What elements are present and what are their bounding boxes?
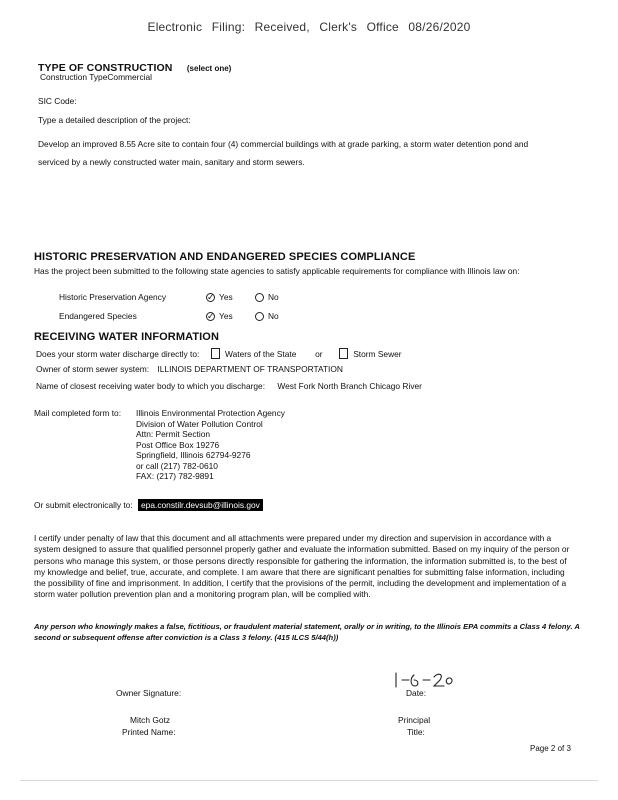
discharge-row: [36, 348, 402, 359]
historic-agency-yes-option[interactable]: [206, 292, 233, 302]
address-line: Post Office Box 19276: [136, 439, 220, 450]
construction-type-label: Construction Type: [40, 72, 108, 82]
address-line: Attn: Permit Section: [136, 429, 211, 439]
date-label: Date:: [406, 688, 427, 698]
yes-label: Yes: [219, 292, 233, 302]
receiving-heading: RECEIVING WATER INFORMATION: [34, 331, 220, 343]
printed-name-value[interactable]: Mitch Gotz: [130, 715, 171, 725]
endangered-yes-option[interactable]: [206, 311, 233, 321]
no-label: No: [268, 292, 279, 302]
electronic-label: Or submit electronically to:: [34, 500, 133, 510]
closest-label: Name of closest receiving water body to which you discharge:: [36, 381, 266, 391]
waters-checkbox[interactable]: [211, 348, 220, 359]
endangered-species-label: Endangered Species: [59, 311, 137, 321]
no-label: No: [268, 311, 279, 321]
address-line: Illinois Environmental Protection Agency: [136, 408, 285, 418]
owner-signature-label: Owner Signature:: [116, 688, 182, 698]
title-value[interactable]: Principal: [398, 715, 431, 725]
page-number: Page 2 of 3: [530, 744, 571, 753]
project-description[interactable]: Develop an improved 8.55 Acre site to contain four (4) commercial buildings with at grade parking, a storm water detention pond and serviced by a newly constructed water main, sanitary and storm sewers.: [38, 139, 529, 167]
waters-label: Waters of the State: [225, 349, 297, 359]
certification-text: I certify under penalty of law that this document and all attachments were prepared under my direction and supervision in accordance with a system designed to assure that qualified personnel properly gather and evaluate the information submitted. Based on my inquiry of the person or persons who manage this system, or those persons directly responsible for gathering the information, the information submitted is, to the best of my knowledge and belief, true, accurate, and complete. I am aware that there are significant penalties for submitting false information, including the possibility of fine and imprisonment. In addition, I certify that the provisions of the permit, including the development and implementation of a storm water pollution prevention plan and a monitoring program plan, will be complied with.: [34, 533, 570, 600]
yes-label: Yes: [219, 311, 233, 321]
storm-sewer-checkbox[interactable]: [339, 348, 348, 359]
description-label: Type a detailed description of the project:: [38, 115, 191, 125]
footer-divider: [20, 780, 598, 781]
radio-empty-icon[interactable]: [255, 293, 264, 302]
discharge-question: Does your storm water discharge directly to:: [36, 349, 200, 359]
title-label: Title:: [407, 727, 425, 737]
radio-empty-icon[interactable]: [255, 312, 264, 321]
address-line: FAX: (217) 782-9891: [136, 471, 214, 481]
endangered-no-option[interactable]: [255, 311, 279, 321]
owner-row: [36, 364, 343, 374]
construction-type-row: [40, 72, 152, 82]
construction-heading: TYPE OF CONSTRUCTION: [38, 62, 173, 74]
construction-type-value[interactable]: Commercial: [107, 72, 153, 82]
historic-agency-label: Historic Preservation Agency: [59, 292, 167, 302]
sic-code-label: SIC Code:: [38, 96, 77, 106]
address-line: Division of Water Pollution Control: [136, 418, 263, 429]
owner-label: Owner of storm sewer system:: [36, 364, 150, 374]
filing-stamp: Electronic Filing: Received, Clerk's Office 08/26/2020: [147, 20, 471, 34]
radio-checked-icon[interactable]: [206, 312, 215, 321]
electronic-submit-row: [34, 499, 263, 511]
storm-sewer-label: Storm Sewer: [353, 349, 402, 359]
radio-checked-icon[interactable]: [206, 293, 215, 302]
address-line: or call (217) 782-0610: [136, 460, 218, 471]
or-text: or: [315, 349, 323, 359]
historic-question: Has the project been submitted to the following state agencies to satisfy applicable requirements for compliance with Illinois law on:: [34, 266, 520, 276]
historic-agency-no-option[interactable]: [255, 292, 279, 302]
mail-address: [136, 408, 285, 482]
printed-name-label: Printed Name:: [122, 727, 176, 737]
historic-heading: HISTORIC PRESERVATION AND ENDANGERED SPECIES COMPLIANCE: [34, 251, 416, 263]
closest-value[interactable]: West Fork North Branch Chicago River: [277, 381, 422, 391]
email-link[interactable]: epa.constilr.devsub@illinois.gov: [138, 499, 263, 511]
address-line: Springfield, Illinois 62794-9276: [136, 450, 251, 460]
owner-value[interactable]: ILLINOIS DEPARTMENT OF TRANSPORTATION: [157, 364, 343, 374]
felony-warning: Any person who knowingly makes a false, fictitious, or fraudulent material statement, orally or in writing, to the Illinois EPA commits a Class 4 felony. A second or subsequent offense after conviction is a Class 3 felony. (415 ILCS 5/44(h)): [34, 622, 580, 642]
closest-water-row: [36, 381, 422, 391]
select-note: (select one): [186, 64, 232, 73]
mail-label: Mail completed form to:: [34, 408, 122, 418]
